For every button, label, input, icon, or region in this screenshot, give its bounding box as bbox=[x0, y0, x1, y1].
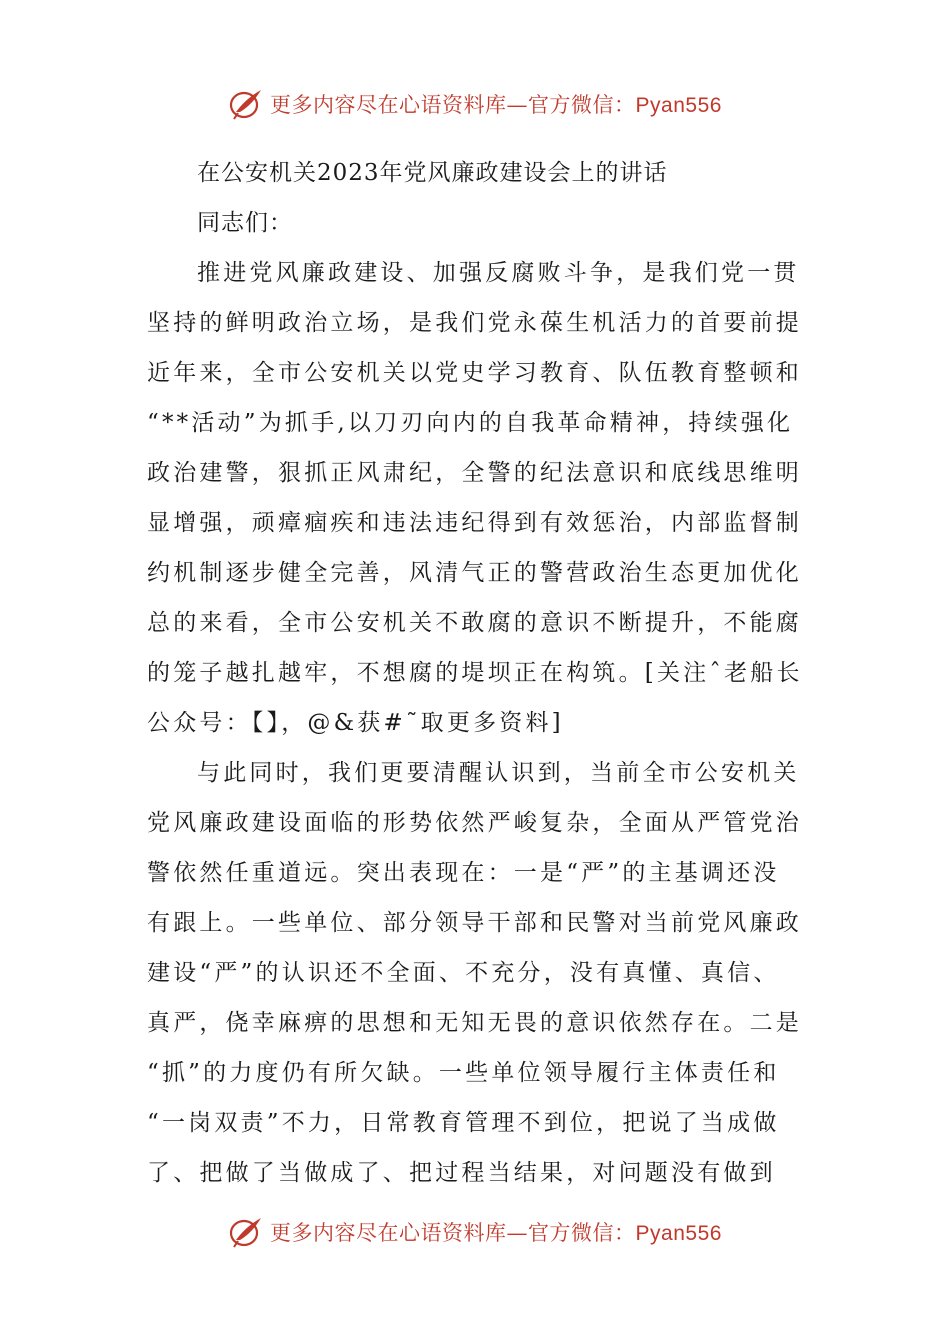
paragraph-line: 与此同时，我们更要清醒认识到，当前全市公安机关 bbox=[197, 760, 800, 786]
watermark-wechat-label: 官方微信： bbox=[528, 93, 636, 117]
watermark-text bbox=[270, 89, 722, 119]
paragraph-line: 真严，侥幸麻痹的思想和无知无畏的意识依然存在。二是 bbox=[147, 1010, 802, 1036]
quill-logo-icon bbox=[228, 86, 264, 122]
watermark-footer bbox=[0, 1212, 950, 1252]
paragraph-2 bbox=[147, 748, 807, 1198]
paragraph-1 bbox=[147, 248, 807, 748]
watermark-dash: — bbox=[506, 1221, 529, 1245]
quill-logo-icon bbox=[228, 1214, 264, 1250]
paragraph-line: 公众号：【】，@&获#˜取更多资料] bbox=[147, 710, 564, 736]
paragraph-line: 总的来看，全市公安机关不敢腐的意识不断提升，不能腐 bbox=[147, 610, 802, 636]
paragraph-line: “**活动”为抓手,以刀刃向内的自我革命精神，持续强化 bbox=[147, 410, 794, 436]
paragraph-line: 显增强，顽瘴痼疾和违法违纪得到有效惩治，内部监督制 bbox=[147, 510, 802, 536]
watermark-header bbox=[0, 84, 950, 124]
salutation: 同志们： bbox=[197, 210, 293, 236]
paragraph-line: 警依然任重道远。突出表现在：一是“严”的主基调还没 bbox=[147, 860, 780, 886]
paragraph-line: 约机制逐步健全完善，风清气正的警营政治生态更加优化 bbox=[147, 560, 802, 586]
paragraph-line: 建设“严”的认识还不全面、不充分，没有真懂、真信、 bbox=[147, 960, 780, 986]
paragraph-line: 推进党风廉政建设、加强反腐败斗争，是我们党一贯 bbox=[197, 260, 800, 286]
watermark-dash: — bbox=[506, 93, 529, 117]
paragraph-line: “抓”的力度仍有所欠缺。一些单位领导履行主体责任和 bbox=[147, 1060, 780, 1086]
paragraph-line: 了、把做了当做成了、把过程当结果，对问题没有做到 bbox=[147, 1160, 776, 1186]
paragraph-line: 党风廉政建设面临的形势依然严峻复杂，全面从严管党治 bbox=[147, 810, 802, 836]
paragraph-line: “一岗双责”不力，日常教育管理不到位，把说了当成做 bbox=[147, 1110, 780, 1136]
paragraph-line: 近年来，全市公安机关以党史学习教育、队伍教育整顿和 bbox=[147, 360, 802, 386]
document-title: 在公安机关2023年党风廉政建设会上的讲话 bbox=[197, 160, 668, 186]
paragraph-line: 坚持的鲜明政治立场，是我们党永葆生机活力的首要前提 bbox=[147, 310, 802, 336]
document-body bbox=[147, 148, 807, 1198]
paragraph-line: 的笼子越扎越牢，不想腐的堤坝正在构筑。[关注ˆ老船长 bbox=[147, 660, 803, 686]
watermark-text bbox=[270, 1217, 722, 1247]
watermark-site-name: 更多内容尽在心语资料库 bbox=[270, 1221, 507, 1245]
paragraph-line: 政治建警，狠抓正风肃纪，全警的纪法意识和底线思维明 bbox=[147, 460, 802, 486]
watermark-wechat-label: 官方微信： bbox=[528, 1221, 636, 1245]
paragraph-line: 有跟上。一些单位、部分领导干部和民警对当前党风廉政 bbox=[147, 910, 802, 936]
watermark-wechat-id: Pyan556 bbox=[635, 94, 722, 117]
watermark-site-name: 更多内容尽在心语资料库 bbox=[270, 93, 507, 117]
watermark-wechat-id: Pyan556 bbox=[635, 1222, 722, 1245]
